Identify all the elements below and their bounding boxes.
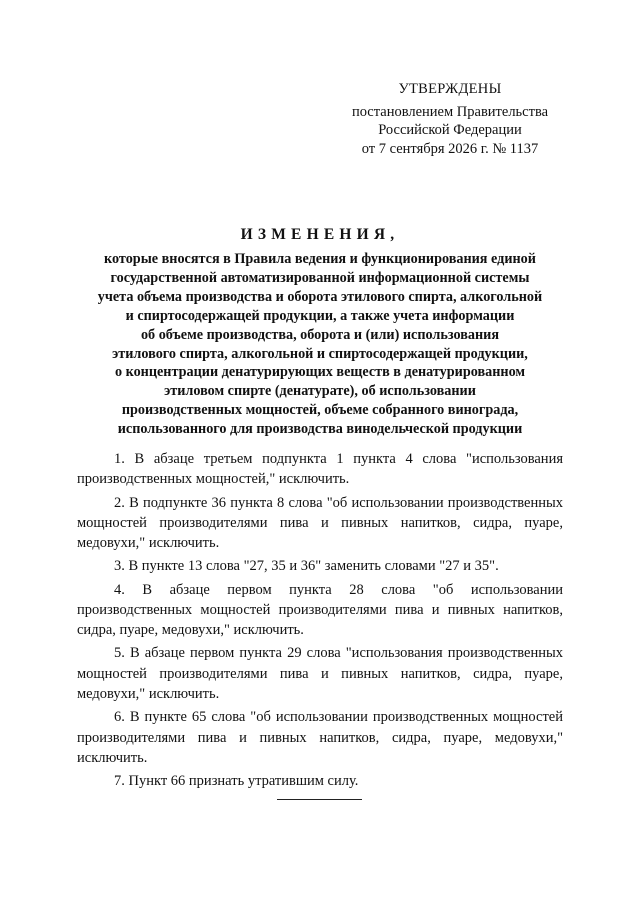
approval-line-3: от 7 сентября 2026 г. № 1137: [361, 140, 539, 157]
amendment-item-2: 2. В подпункте 36 пункта 8 слова "об использовании производственных мощностей производителями пива и пивных напитков, сидра, пуаре, медовухи," исключить.: [77, 494, 563, 552]
subtitle-line: производственных мощностей, объеме собранного винограда,: [121, 402, 519, 419]
amendment-item-7: 7. Пункт 66 признать утратившим силу.: [114, 773, 359, 790]
amendment-item-4: 4. В абзаце первом пункта 28 слова "об использовании производственных мощностей производителями пива и пивных напитков, сидра, пуаре, медовухи," исключить.: [77, 581, 563, 639]
amendment-item-6: 6. В пункте 65 слова "об использовании производственных мощностей производителями пива и пивных напитков, сидра, пуаре, медовухи," исключить.: [77, 709, 563, 767]
amendments-list: [77, 449, 563, 794]
approved-heading: УТВЕРЖДЕНЫ: [398, 81, 502, 97]
closing-divider: [277, 799, 362, 800]
document-title-block: [74, 226, 566, 439]
subtitle-line: о концентрации денатурирующих веществ в денатурированном: [114, 364, 526, 381]
subtitle-line: и спиртосодержащей продукции, а также учета информации: [125, 307, 515, 324]
subtitle-line: этиловом спирте (денатурате), об использовании: [164, 383, 476, 400]
subtitle-line: этилового спирта, алкогольной и спиртосодержащей продукции,: [112, 345, 528, 362]
amendment-item-5: 5. В абзаце первом пункта 29 слова "использования производственных мощностей производителями пива и пивных напитков, сидра, пуаре, медовухи," исключить.: [77, 645, 563, 703]
approval-line-2: Российской Федерации: [378, 122, 522, 139]
subtitle-line: учета объема производства и оборота этилового спирта, алкогольной: [97, 288, 543, 305]
document-subtitle: [74, 250, 566, 439]
approval-line-1: постановлением Правительства: [351, 103, 549, 120]
subtitle-line: которые вносятся в Правила ведения и функционирования единой: [104, 251, 536, 267]
amendment-item-1: 1. В абзаце третьем подпункта 1 пункта 4 слова "использования производственных мощностей," исключить.: [77, 451, 563, 488]
amendment-item-3: 3. В пункте 13 слова "27, 35 и 36" заменить словами "27 и 35".: [114, 558, 499, 575]
document-title: ИЗМЕНЕНИЯ,: [240, 226, 400, 243]
approval-stamp: [340, 80, 560, 158]
subtitle-line: использованного для производства винодельческой продукции: [117, 421, 523, 438]
subtitle-line: государственной автоматизированной информационной системы: [110, 269, 530, 286]
subtitle-line: об объеме производства, оборота и (или) использования: [140, 326, 500, 343]
